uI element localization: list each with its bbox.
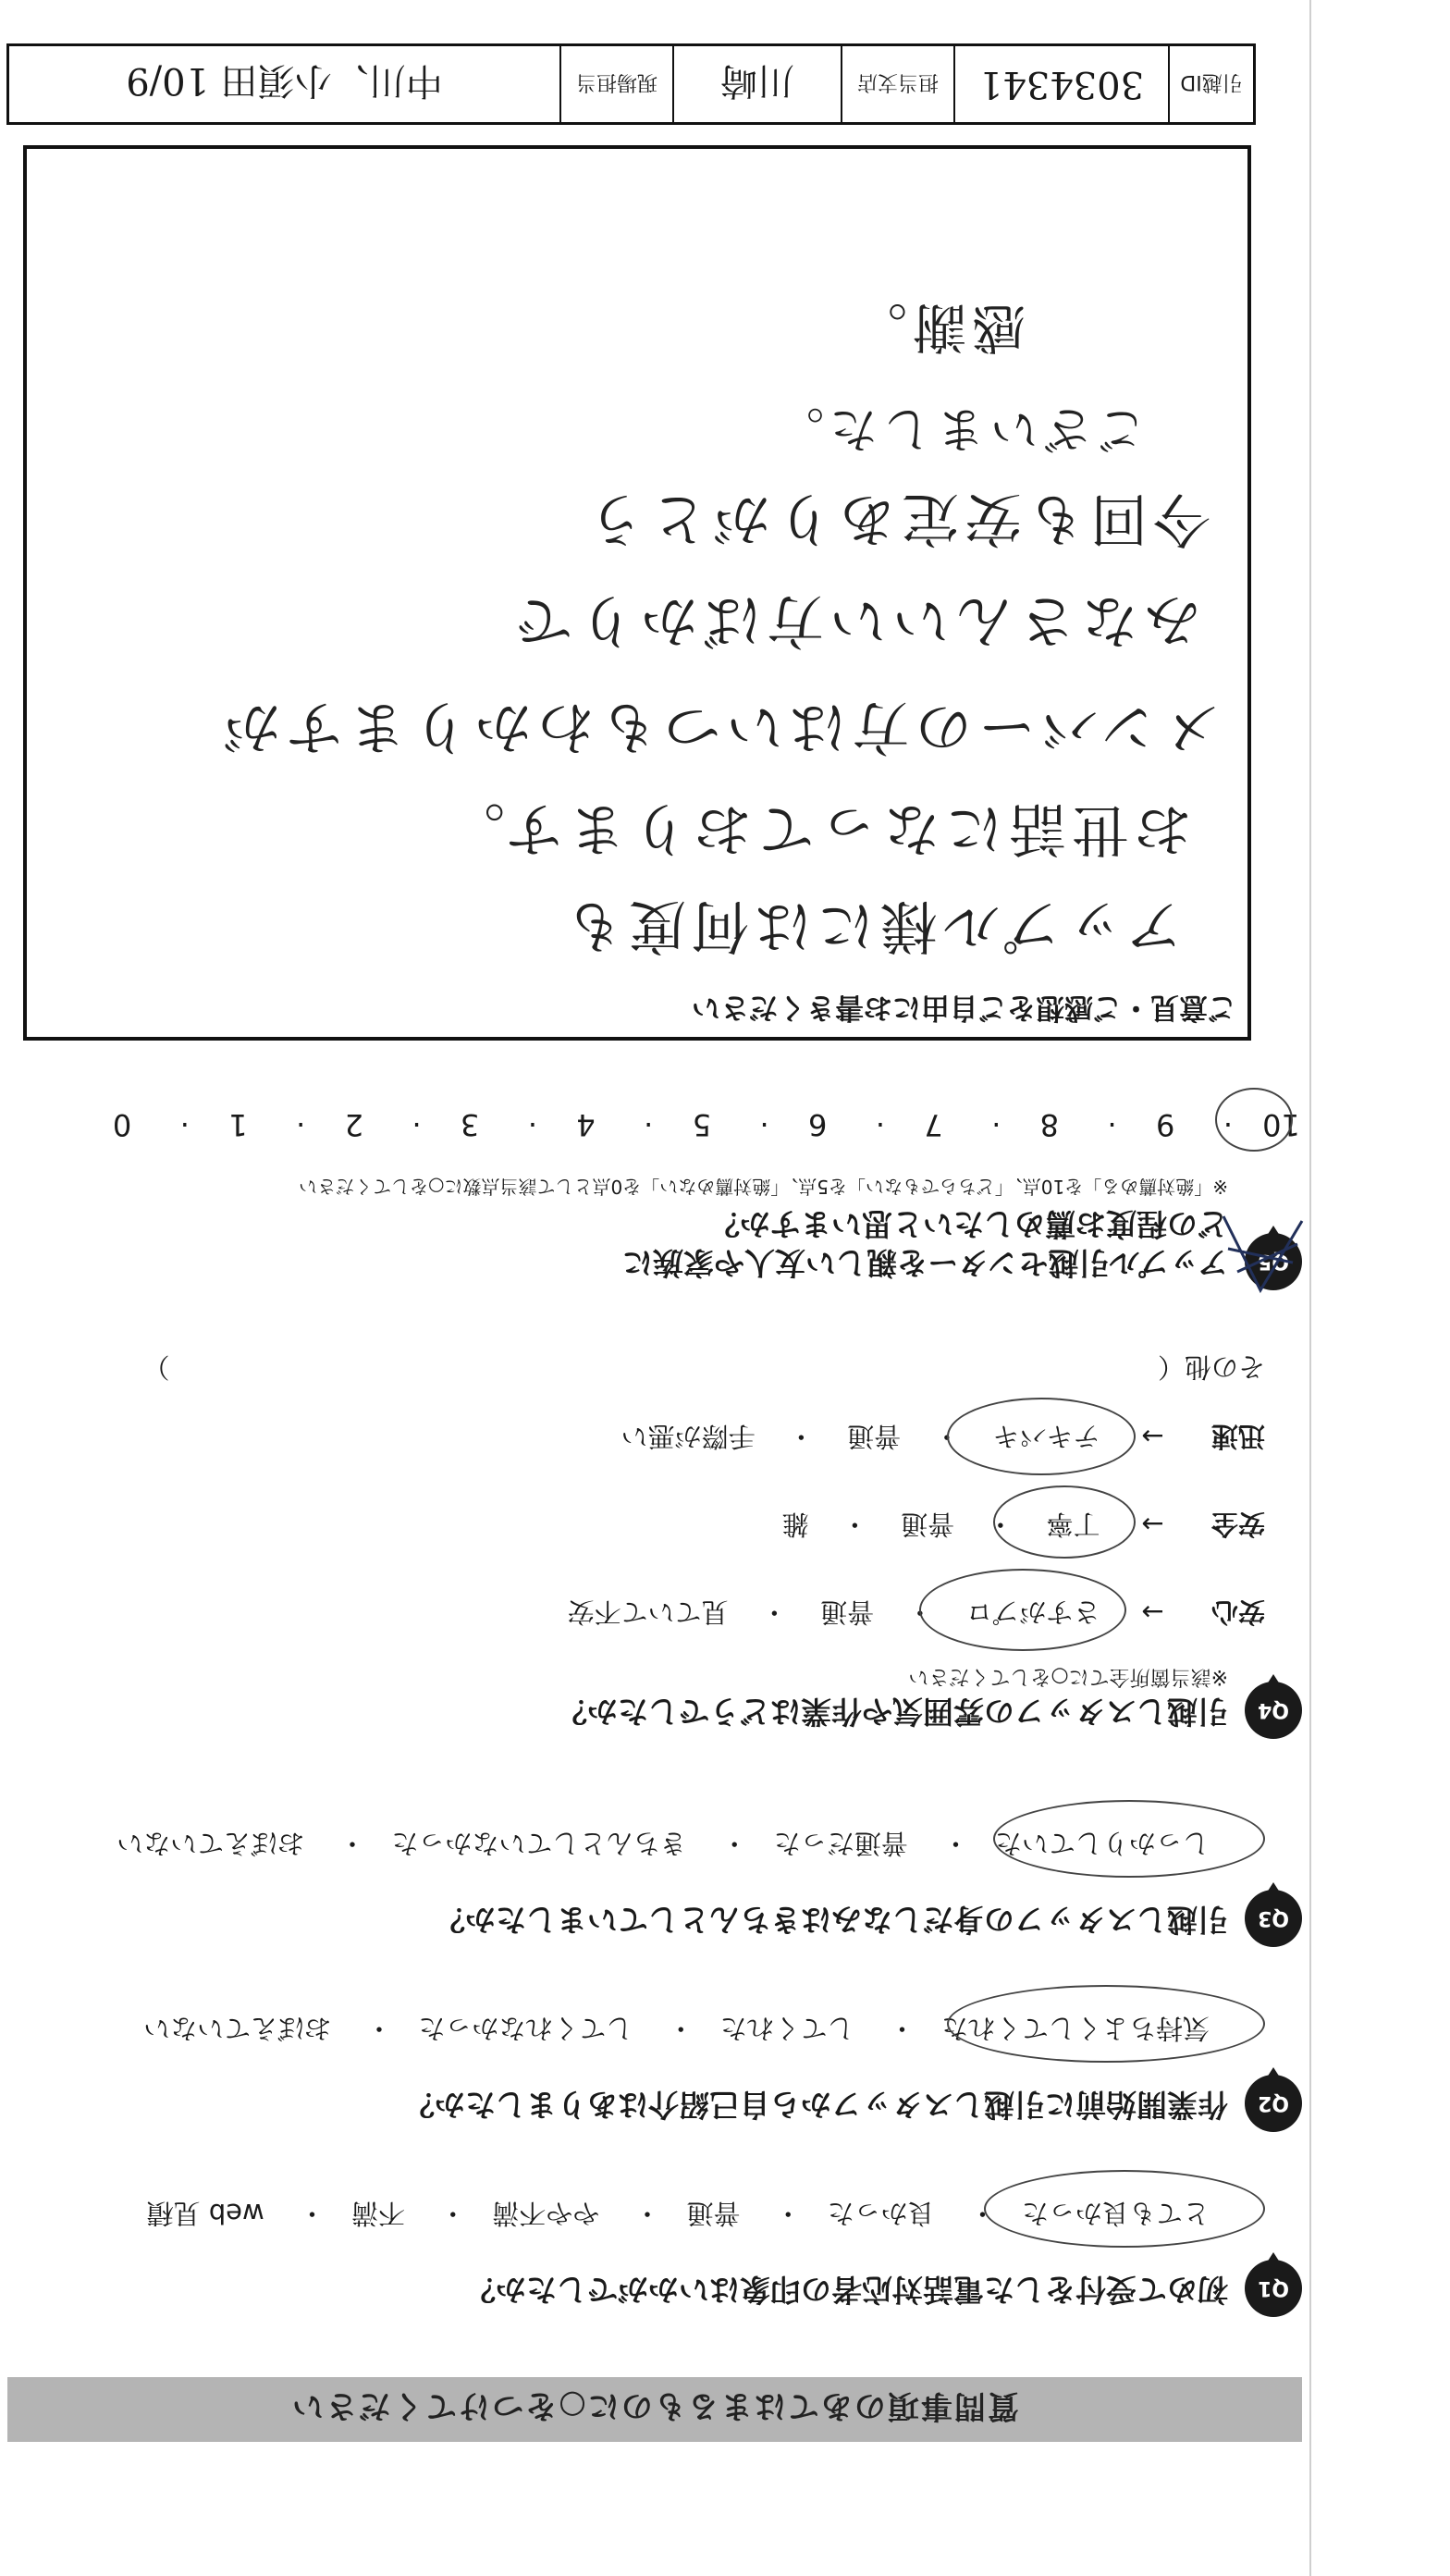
- q4-text: 引越しスタッフの雰囲気や作業はどうでしたか？: [557, 1694, 1228, 1730]
- q1-option[interactable]: web 見積: [146, 2198, 264, 2229]
- scale-value[interactable]: 8: [1039, 1107, 1059, 1142]
- comment-line: 今回も安定ありがとう: [581, 486, 1210, 553]
- scale-value[interactable]: 9: [1155, 1107, 1175, 1142]
- instruction-title: 質問事項のあてはまるものに○をつけてください: [290, 2387, 1019, 2425]
- q4-row-anshin: 安心 → さすがプロ ・ 普通 ・ 見ていて不安: [568, 1595, 1265, 1633]
- q4-jinsoku-circle: [947, 1398, 1136, 1475]
- q4-option[interactable]: 普通: [847, 1421, 902, 1452]
- q4-option[interactable]: 普通: [820, 1596, 875, 1628]
- arrow-right-icon: →: [1141, 1421, 1164, 1452]
- q1-option[interactable]: 良かった: [827, 2198, 935, 2229]
- q3-option[interactable]: しっかりしていた: [994, 1828, 1210, 1859]
- q4-option[interactable]: テキパキ: [992, 1421, 1100, 1452]
- q5-note: ※「絶対薦める」を10点、「どちらでもない」を5点、「絶対薦めない」を0点として該当点数に○をしてください: [299, 1176, 1228, 1198]
- instruction-band: [7, 2377, 1302, 2442]
- q1-answer-circle: [984, 2170, 1265, 2248]
- q5-scale: 10· 9· 8· 7· 6· 5· 4· 3· 2· 1· 0: [74, 1107, 1330, 1142]
- q4-other-label: その他（: [1157, 1351, 1265, 1383]
- footer-table: [6, 43, 1256, 125]
- scale-value[interactable]: 5: [692, 1107, 711, 1142]
- q3-text: 引越しスタッフの身だしなみはきちんとしていましたか？: [435, 1902, 1228, 1938]
- comment-line: ございました。: [769, 401, 1146, 456]
- footer-label-id: 引越ID: [1168, 46, 1253, 122]
- q4-option[interactable]: 普通: [901, 1509, 955, 1540]
- q4-row-anzen: 安全 → 丁寧 ・ 普通 ・ 雑: [782, 1507, 1265, 1545]
- q3-badge: Q3: [1245, 1890, 1302, 1947]
- footer-value-branch: 川崎: [672, 46, 841, 122]
- q4-other-close: ）: [142, 1351, 170, 1383]
- q1-badge: Q1: [1245, 2260, 1302, 2317]
- comment-line: みなさんいい方ばかりで: [509, 587, 1201, 655]
- q2-options: 気持ちよくしてくれた・ してくれた・ してくれなかった・ おぼえていない: [143, 2013, 1210, 2044]
- question-5: [44, 1152, 1302, 1290]
- scale-value[interactable]: 4: [576, 1107, 596, 1142]
- q4-anshin-circle: [919, 1569, 1126, 1651]
- q3-option[interactable]: おぼえていない: [117, 1828, 305, 1859]
- q5-text-line1: アップル引越センターを親しい友人や家族に: [621, 1245, 1228, 1281]
- scale-value[interactable]: 10: [1262, 1107, 1300, 1142]
- footer-label-staff: 現場担当: [559, 46, 672, 122]
- q5-answer-circle: [1215, 1088, 1293, 1152]
- scale-value[interactable]: 7: [924, 1107, 943, 1142]
- q4-other: [143, 1350, 1265, 1387]
- q4-row-label: 迅速: [1210, 1421, 1265, 1452]
- q4-option[interactable]: さすがプロ: [965, 1596, 1100, 1628]
- comment-line: メンバーの方はいつもわかりますが: [217, 694, 1220, 761]
- q4-badge: Q4: [1245, 1682, 1302, 1739]
- scale-value[interactable]: 3: [460, 1107, 480, 1142]
- comment-line: アップル様には何度も: [559, 893, 1183, 960]
- q1-text: 初めて受付をした電話対応者の印象はいかがでしたか？: [465, 2272, 1228, 2308]
- q4-option[interactable]: 雑: [781, 1509, 809, 1540]
- footer-value-staff: 中川、小須田 10/9: [126, 59, 443, 103]
- footer-value-id: 3034341: [953, 46, 1168, 122]
- q5-badge: Q5: [1245, 1233, 1302, 1290]
- q1-options: とても良かった・ 良かった・ 普通・ やや不満・ 不満・ web 見積: [146, 2198, 1210, 2229]
- comment-title: ご意見・ご感想をご自由にお書きください: [692, 991, 1236, 1024]
- q4-option[interactable]: 丁寧: [1046, 1509, 1100, 1540]
- q3-option[interactable]: きちんとしていなかった: [391, 1828, 687, 1859]
- scale-value[interactable]: 0: [112, 1107, 132, 1142]
- q3-options: しっかりしていた・ 普通だった・ きちんとしていなかった・ おぼえていない: [117, 1828, 1210, 1859]
- q4-row-label: 安心: [1210, 1596, 1265, 1628]
- q1-option[interactable]: 不満: [350, 2198, 405, 2229]
- comment-box[interactable]: [23, 145, 1251, 1041]
- q1-option[interactable]: とても良かった: [1021, 2198, 1210, 2229]
- footer-label-branch: 担当支店: [841, 46, 953, 122]
- q5-text-line2: どの程度お薦めしたいと思いますか？: [709, 1206, 1228, 1242]
- q2-option[interactable]: してくれた: [719, 2013, 854, 2044]
- q3-option[interactable]: 普通だった: [773, 1828, 908, 1859]
- q5-scribble-mark: [1210, 1207, 1311, 1300]
- q4-row-label: 安全: [1210, 1509, 1265, 1540]
- q1-option[interactable]: やや不満: [492, 2198, 600, 2229]
- q4-note: ※該当箇所全てに○をしてください: [908, 1665, 1228, 1688]
- q2-text: 作業開始前に引越しスタッフから自己紹介はありましたか？: [404, 2087, 1228, 2123]
- q2-option[interactable]: してくれなかった: [418, 2013, 633, 2044]
- q1-option[interactable]: 普通: [686, 2198, 741, 2229]
- comment-line: お世話になっております。: [441, 795, 1192, 863]
- q2-badge: Q2: [1245, 2075, 1302, 2132]
- q4-row-jinsoku: 迅速 → テキパキ ・ 普通 ・ 手際が悪い: [621, 1419, 1265, 1457]
- q4-option[interactable]: 見ていて不安: [567, 1596, 729, 1628]
- q4-option[interactable]: 手際が悪い: [621, 1421, 756, 1452]
- arrow-right-icon: →: [1141, 1509, 1164, 1540]
- q3-answer-circle: [993, 1800, 1265, 1878]
- scale-value[interactable]: 1: [228, 1107, 248, 1142]
- scale-value[interactable]: 2: [344, 1107, 363, 1142]
- q4-anzen-circle: [993, 1485, 1136, 1559]
- q2-answer-circle: [947, 1985, 1265, 2063]
- arrow-right-icon: →: [1141, 1596, 1164, 1628]
- comment-line: 感謝。: [847, 296, 1026, 359]
- q2-option[interactable]: おぼえていない: [143, 2013, 332, 2044]
- scale-value[interactable]: 6: [807, 1107, 828, 1142]
- q2-option[interactable]: 気持ちよくしてくれた: [940, 2013, 1210, 2044]
